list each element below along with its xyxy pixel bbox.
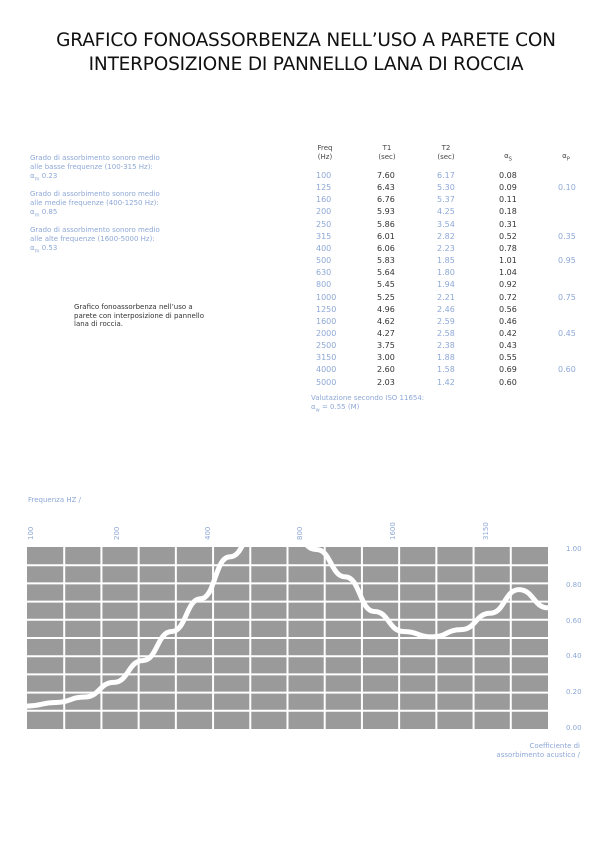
cell-t2: 6.17	[437, 171, 455, 180]
stat-label: alle basse frequenze (100-315 Hz):	[30, 162, 153, 171]
stat-label: Grado di assorbimento sonoro medio	[30, 190, 160, 198]
cell-freq: 125	[316, 183, 332, 193]
caption-line: lana di roccia.	[74, 320, 123, 329]
cell-t1: 5.86	[377, 219, 395, 229]
stat-value: $\alpha_m$ 0.23	[30, 171, 58, 182]
cell-t1: 3.00	[377, 353, 395, 363]
stat-label: alle alte frequenze (1600-5000 Hz):	[30, 234, 155, 243]
cell-freq: 3150	[316, 353, 337, 363]
cell-alpha-s: 1.01	[499, 256, 517, 266]
x-tick-label: 800	[296, 526, 304, 540]
caption-line: parete con interposizione di pannello	[74, 311, 205, 320]
cell-t2: 5.37	[437, 195, 455, 205]
cell-t2: 3.54	[437, 219, 455, 229]
cell-t1: 5.93	[377, 207, 395, 217]
cell-freq: 1600	[316, 316, 337, 326]
cell-t2: 1.88	[437, 353, 455, 363]
cell-freq: 160	[316, 195, 332, 205]
cell-alpha-s: 0.55	[499, 353, 517, 363]
cell-freq: 100	[316, 171, 332, 180]
header-t1: T1 (sec)	[378, 144, 396, 161]
cell-alpha-s: 0.60	[499, 377, 517, 387]
cell-t2: 2.23	[437, 243, 455, 253]
cell-t1: 7.60	[377, 171, 395, 180]
cell-t2: 1.85	[437, 256, 455, 266]
cell-alpha-s: 0.08	[499, 171, 517, 180]
y-axis-title: Coefficiente di assorbimento acustico /	[496, 742, 580, 759]
cell-t1: 4.27	[377, 328, 395, 338]
cell-alpha-s: 0.78	[499, 243, 517, 253]
cell-freq: 1250	[316, 304, 337, 314]
iso-label: Valutazione secondo ISO 11654:	[311, 394, 425, 402]
stat-label: Grado di assorbimento sonoro medio	[30, 226, 160, 234]
stat-label: Grado di assorbimento sonoro medio	[30, 154, 160, 162]
cell-t1: 5.25	[377, 292, 395, 302]
cell-t2: 1.94	[437, 280, 455, 290]
header-t2: T2 (sec)	[437, 144, 455, 161]
cell-t2: 2.82	[437, 231, 455, 241]
cell-alpha-p: 0.45	[558, 328, 576, 338]
cell-t2: 2.38	[437, 341, 455, 351]
cell-alpha-s: 0.43	[499, 341, 517, 351]
cell-alpha-p: 0.35	[558, 231, 576, 241]
cell-alpha-s: 0.46	[499, 316, 517, 326]
cell-alpha-s: 0.09	[499, 183, 517, 193]
cell-alpha-p: 0.75	[558, 292, 576, 302]
x-tick-label: 1600	[389, 522, 397, 540]
cell-alpha-p: 0.10	[558, 183, 576, 193]
stat-label: alle medie frequenze (400-1250 Hz):	[30, 198, 159, 207]
cell-t2: 5.30	[437, 183, 455, 193]
header-freq: Freq (Hz)	[317, 144, 333, 161]
y-tick-label: 0.40	[566, 652, 582, 661]
cell-alpha-s: 0.56	[499, 304, 517, 314]
cell-t2: 2.58	[437, 328, 455, 338]
cell-alpha-s: 0.52	[499, 231, 517, 241]
cell-freq: 2000	[316, 328, 337, 338]
cell-alpha-s: 0.18	[499, 207, 517, 217]
stat-value: $\alpha_m$ 0.85	[30, 207, 58, 218]
x-tick-label: 100	[27, 526, 35, 540]
cell-t1: 5.45	[377, 280, 395, 290]
x-axis-title: Frequenza HZ /	[28, 496, 82, 504]
page-title-line-2: INTERPOSIZIONE DI PANNELLO LANA DI ROCCIA	[88, 54, 524, 75]
x-tick-label: 400	[204, 526, 212, 540]
cell-t1: 4.96	[377, 304, 395, 314]
cell-freq: 2500	[316, 341, 337, 351]
cell-t1: 6.06	[377, 243, 395, 253]
cell-t2: 2.46	[437, 304, 455, 314]
cell-alpha-s: 0.69	[499, 365, 517, 375]
cell-t1: 5.64	[377, 268, 395, 278]
stat-value: $\alpha_m$ 0.53	[30, 243, 58, 254]
cell-freq: 250	[316, 219, 332, 229]
cell-freq: 500	[316, 256, 332, 266]
cell-freq: 630	[316, 268, 332, 278]
cell-freq: 315	[316, 231, 332, 241]
y-tick-label: 0.80	[566, 580, 582, 589]
iso-value: $\alpha_w = 0.55$ (M)	[311, 403, 360, 414]
cell-freq: 400	[316, 243, 332, 253]
cell-t1: 6.01	[377, 231, 395, 241]
cell-t2: 2.21	[437, 292, 455, 302]
cell-t2: 1.80	[437, 268, 455, 278]
cell-t2: 4.25	[437, 207, 455, 217]
cell-freq: 5000	[316, 377, 337, 387]
page-title-line-1: GRAFICO FONOASSORBENZA NELL’USO A PARETE CON	[56, 30, 556, 51]
cell-freq: 1000	[316, 292, 337, 302]
cell-alpha-s: 0.72	[499, 292, 517, 302]
caption-line: Grafico fonoassorbenza nell’uso a	[74, 303, 193, 311]
x-tick-label: 3150	[482, 522, 490, 540]
cell-freq: 200	[316, 207, 332, 217]
cell-alpha-s: 0.31	[499, 219, 517, 229]
y-tick-label: 1.00	[566, 545, 582, 553]
cell-t2: 1.42	[437, 377, 455, 387]
cell-alpha-p: 0.95	[558, 256, 576, 266]
cell-alpha-s: 0.11	[499, 195, 517, 205]
cell-t1: 4.62	[377, 316, 395, 326]
cell-t1: 2.60	[377, 365, 395, 375]
cell-alpha-s: 1.04	[499, 268, 517, 278]
cell-t1: 6.43	[377, 183, 395, 193]
y-tick-label: 0.60	[566, 616, 582, 625]
x-tick-label: 200	[113, 526, 121, 540]
y-tick-label: 0.20	[566, 688, 582, 697]
header-alpha-p: $\alpha_P$	[562, 152, 570, 163]
cell-t2: 1.58	[437, 365, 455, 375]
y-tick-label: 0.00	[566, 724, 582, 732]
cell-t2: 2.59	[437, 316, 455, 326]
cell-t1: 3.75	[377, 341, 395, 351]
cell-t1: 6.76	[377, 195, 395, 205]
cell-freq: 4000	[316, 365, 337, 375]
cell-freq: 800	[316, 280, 332, 290]
cell-alpha-s: 0.42	[499, 328, 517, 338]
header-alpha-s: $\alpha_S$	[504, 152, 512, 163]
cell-alpha-p: 0.60	[558, 365, 576, 375]
cell-t1: 2.03	[377, 377, 395, 387]
cell-t1: 5.83	[377, 256, 395, 266]
cell-alpha-s: 0.92	[499, 280, 517, 290]
